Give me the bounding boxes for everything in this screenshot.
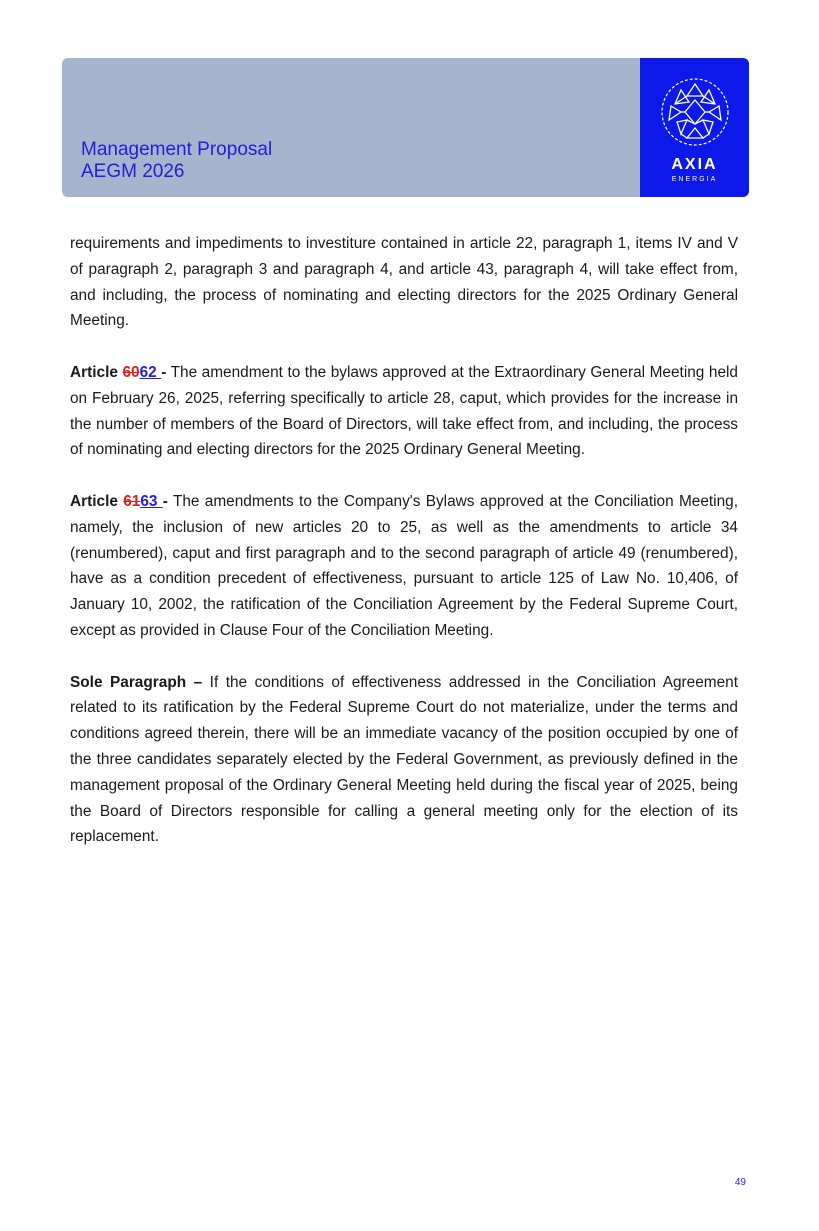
header-band [62,58,640,197]
page-header [62,58,749,197]
article-63 [70,489,738,644]
sole-paragraph-text: If the conditions of effectiveness addressed in the Conciliation Agreement related to its ratification by the Federal Supreme Court do not materialize, under the terms and conditions agreed therein, there will be an immediate vacancy of the position occupied by one of the three candidates separately elected by the Federal Government, as previously defined in the management proposal of the Ordinary General Meeting held during the fiscal year of 2025, being the Board of Directors responsible for calling a general meeting only for the election of its replacement. [70,673,738,846]
document-body [70,231,738,876]
axia-logo [640,58,749,197]
inserted-number: 63 [140,492,163,510]
deleted-number: 61 [123,492,141,510]
title-line-2: AEGM 2026 [81,161,185,182]
article-dash: - [162,492,168,510]
article-62 [70,360,738,463]
sole-paragraph [70,670,738,851]
article-dash: - [161,363,167,381]
article-text: The amendment to the bylaws approved at the Extraordinary General Meeting held on February 26, 2025, referring specifically to article 28, caput, which provides for the increase in the number of members of the Board of Directors, will take effect from, and including, the process of nominating and electing directors for the 2025 Ordinary General Meeting. [70,363,738,459]
deleted-number: 60 [122,363,140,381]
paragraph-continuation: requirements and impediments to investiture contained in article 22, paragraph 1, items IV and V of paragraph 2, paragraph 3 and paragraph 4, and article 43, paragraph 4, will take effect from, and including, the process of nominating and electing directors for the 2025 Ordinary General Meeting. [70,235,738,330]
title-line-1: Management Proposal [81,139,273,160]
globe-logo-icon [659,76,731,148]
inserted-number: 62 [139,363,162,381]
article-label: Article [70,492,118,510]
article-text: The amendments to the Company's Bylaws approved at the Conciliation Meeting, namely, the inclusion of new articles 20 to 25, as well as the amendments to article 34 (renumbered), caput and first paragraph and to the second paragraph of article 49 (renumbered), have as a condition precedent of effectiveness, pursuant to article 125 of Law No. 10,406, of January 10, 2002, the ratification of the Conciliation Agreement by the Federal Supreme Court, except as provided in Clause Four of the Conciliation Meeting. [70,492,738,639]
page-number: 49 [734,1177,746,1188]
logo-name: AXIA [671,156,718,173]
article-label: Article [70,363,118,381]
logo-subtitle: ENERGIA [671,176,718,183]
document-title [81,139,272,183]
sole-paragraph-label: Sole Paragraph – [70,673,203,691]
